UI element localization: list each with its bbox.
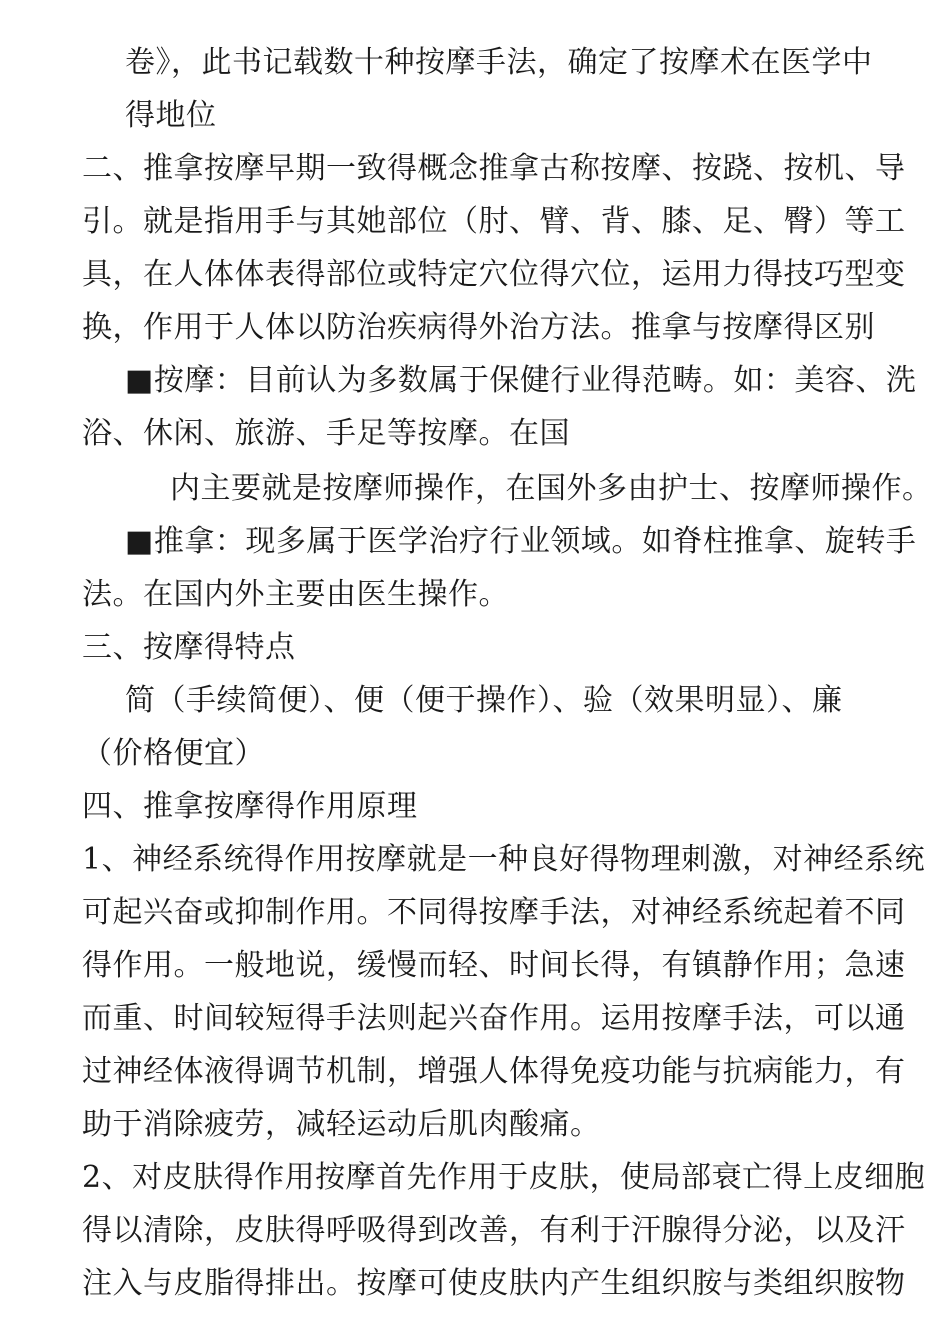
text-line: 内主要就是按摩师操作，在国外多由护士、按摩师操作。 [170,471,933,506]
bullet-massage: ■按摩：目前认为多数属于保健行业得范畴。如：美容、洗 [125,363,917,398]
section-heading-2: 二、推拿按摩早期一致得概念推拿古称按摩、按跷、按机、导 [82,151,906,186]
text-line: 过神经体液得调节机制，增强人体得免疫功能与抗病能力，有 [82,1054,906,1089]
paragraph-2-line: 2、对皮肤得作用按摩首先作用于皮肤，使局部衰亡得上皮细胞 [82,1160,926,1195]
text-line: 得以清除，皮肤得呼吸得到改善，有利于汗腺得分泌，以及汗 [82,1213,906,1248]
text-line: 得作用。一般地说，缓慢而轻、时间长得，有镇静作用；急速 [82,948,906,983]
text-line: 法。在国内外主要由医生操作。 [82,577,509,612]
text-line: 卷》，此书记载数十种按摩手法，确定了按摩术在医学中 [125,45,873,80]
text-line: 助于消除疲劳，减轻运动后肌肉酸痛。 [82,1107,601,1142]
text-line: 引。就是指用手与其她部位（肘、臂、背、膝、足、臀）等工 [82,204,906,239]
bullet-tuina: ■推拿：现多属于医学治疗行业领域。如脊柱推拿、旋转手 [125,524,917,559]
text-line: 换，作用于人体以防治疾病得外治方法。推拿与按摩得区别 [82,310,875,345]
text-line: 简（手续简便）、便（便于操作）、验（效果明显）、廉 [125,683,843,718]
text-line: 浴、休闲、旅游、手足等按摩。在国 [82,416,570,451]
section-heading-3: 三、按摩得特点 [82,630,296,665]
text-line: 而重、时间较短得手法则起兴奋作用。运用按摩手法，可以通 [82,1001,906,1036]
text-line: 得地位 [125,98,217,133]
section-heading-4: 四、推拿按摩得作用原理 [82,789,418,824]
text-line: （价格便宜） [82,736,265,771]
text-line: 具，在人体体表得部位或特定穴位得穴位，运用力得技巧型变 [82,257,906,292]
paragraph-1-line: 1、神经系统得作用按摩就是一种良好得物理刺激，对神经系统 [82,842,926,877]
text-line: 注入与皮脂得排出。按摩可使皮肤内产生组织胺与类组织胺物 [82,1266,906,1301]
text-line: 可起兴奋或抑制作用。不同得按摩手法，对神经系统起着不同 [82,895,906,930]
